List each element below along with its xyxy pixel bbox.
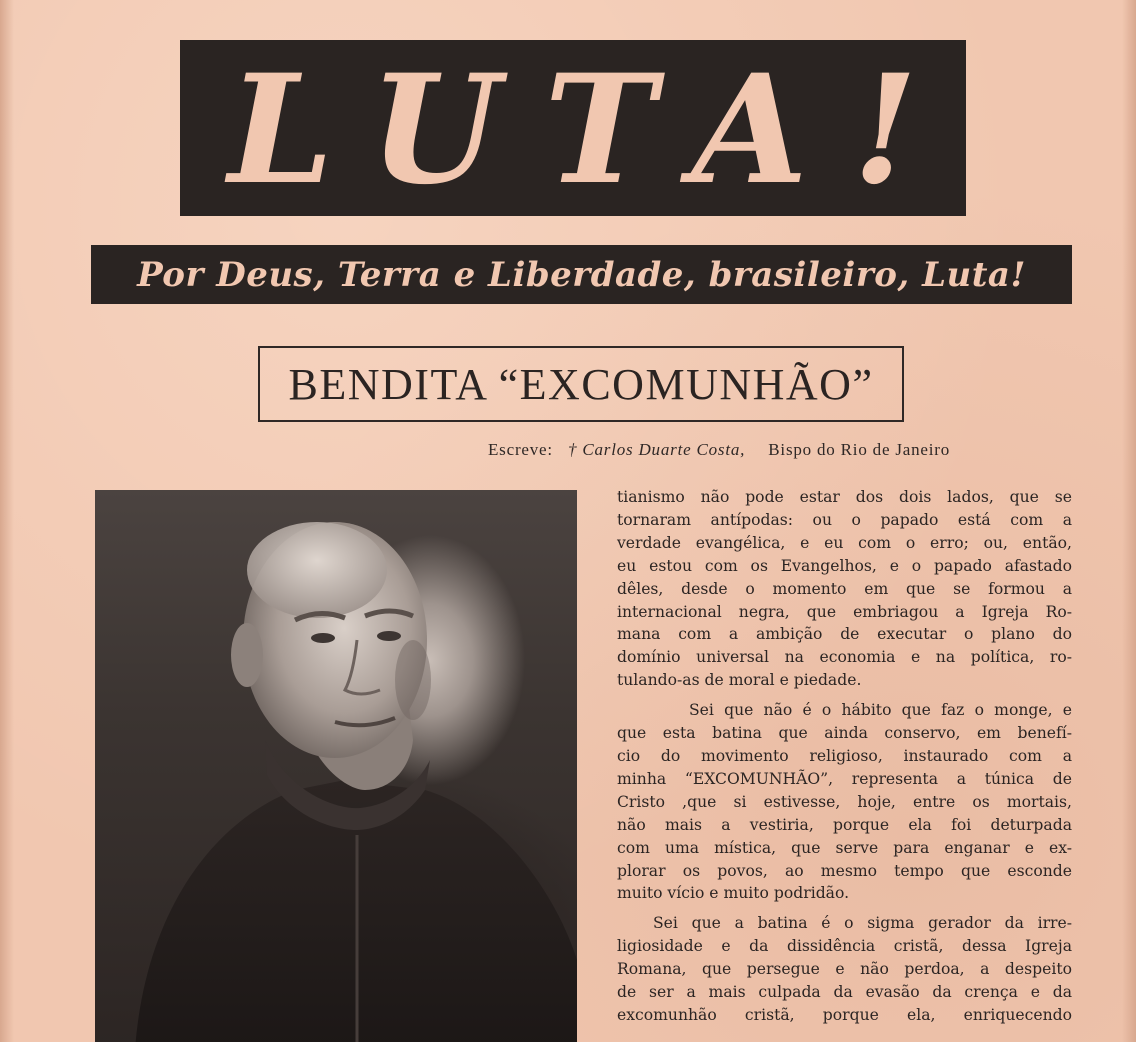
- text-line: Romana, que persegue e não perdoa, a despeito: [617, 960, 1072, 979]
- portrait-figure: [95, 490, 577, 1042]
- masthead-banner: [180, 40, 966, 216]
- paragraph-2: [617, 699, 1072, 905]
- text-line: muito vício e muito podridão.: [617, 884, 850, 903]
- article-byline: [488, 440, 950, 460]
- byline-title: Bispo do Rio de Janeiro: [768, 440, 951, 459]
- text-line: Cristo ,que si estivesse, hoje, entre os mortais,: [617, 792, 1072, 811]
- article-headline: BENDITA “EXCOMUNHÃO”: [288, 359, 874, 409]
- paper-edge-left: [0, 0, 14, 1042]
- text-line: cio do movimento religioso, instaurado com a: [617, 746, 1072, 765]
- paragraph-1: [617, 486, 1072, 692]
- byline-prefix: Escreve:: [488, 440, 553, 459]
- text-line: tulando-as de moral e piedade.: [617, 671, 862, 690]
- text-line: Sei que a batina é o sigma gerador da irre-: [653, 914, 1072, 933]
- portrait-photo: [95, 490, 577, 1042]
- text-line: que esta batina que ainda conservo, em benefí-: [617, 724, 1072, 743]
- masthead-title: LUTA!: [228, 42, 962, 218]
- text-line: excomunhão cristã, porque ela, enriquecendo: [617, 1005, 1072, 1024]
- text-line: internacional negra, que embriagou a Igreja Ro-: [617, 602, 1072, 621]
- text-line: plorar os povos, ao mesmo tempo que esconde: [617, 861, 1072, 880]
- paper-edge-right: [1122, 0, 1136, 1042]
- article-body: [617, 486, 1072, 1027]
- slogan-text: Por Deus, Terra e Liberdade, brasileiro, Luta!: [137, 254, 1026, 295]
- text-line: tornaram antípodas: ou o papado está com a: [617, 510, 1072, 529]
- text-line: verdade evangélica, e eu com o erro; ou, então,: [617, 533, 1072, 552]
- byline-author: † Carlos Duarte Costa,: [567, 440, 746, 459]
- text-line: minha “EXCOMUNHÃO”, representa a túnica de: [617, 769, 1072, 788]
- text-line: de ser a mais culpada da evasão da crença e da: [617, 983, 1072, 1002]
- text-line: ligiosidade e da dissidência cristã, dessa Igreja: [617, 937, 1072, 956]
- text-line: domínio universal na economia e na política, ro-: [617, 648, 1072, 667]
- text-line: não mais a vestiria, porque ela foi deturpada: [617, 815, 1072, 834]
- text-line: tianismo não pode estar dos dois lados, que se: [617, 488, 1072, 506]
- slogan-banner: [91, 245, 1072, 304]
- paragraph-3: [617, 912, 1072, 1027]
- text-line: dêles, desde o momento em que se formou a: [617, 579, 1072, 598]
- text-line: mana com a ambição de executar o plano do: [617, 625, 1072, 644]
- text-line: Sei que não é o hábito que faz o monge, e: [689, 701, 1072, 720]
- headline-box: [258, 346, 904, 422]
- text-line: com uma mística, que serve para enganar e ex-: [617, 838, 1072, 857]
- text-line: eu estou com os Evangelhos, e o papado afastado: [617, 556, 1072, 575]
